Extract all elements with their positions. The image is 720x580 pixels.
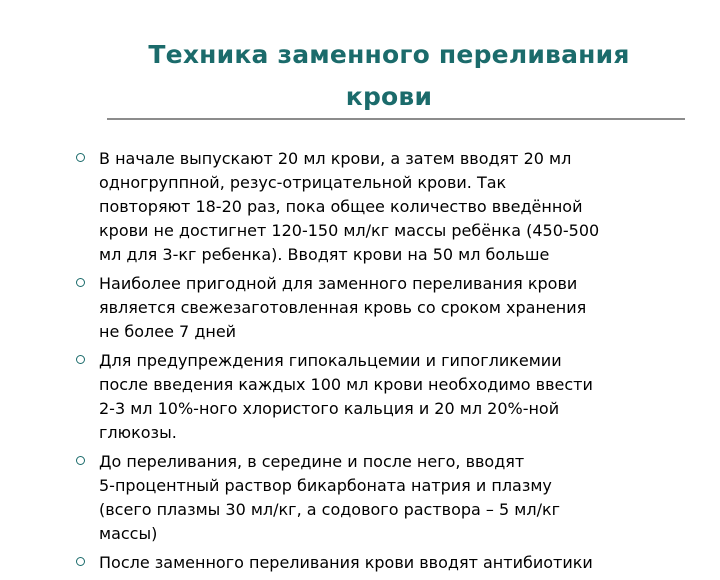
list-item-text: После заменного переливания крови вводят антибиотики [99,553,593,572]
bullet-list [76,147,716,580]
list-item [76,551,716,575]
list-item-text: Для предупреждения гипокальцемии и гипогликемии после введения каждых 100 мл крови необходимо ввести 2-3 мл 10%-ного хлористого кальция и 20 мл 20%-ной глюкозы. [99,351,593,442]
list-item [76,450,716,546]
slide-title: Техника заменного переливания крови [148,40,630,111]
hollow-circle-icon [76,456,85,465]
title-divider [107,118,685,120]
list-item-text: Наиболее пригодной для заменного переливания крови является свежезаготовленная кровь со сроком хранения не более 7 дней [99,274,587,341]
list-item-text: До переливания, в середине и после него, вводят 5-процентный раствор бикарбоната натрия и плазму (всего плазмы 30 мл/кг, а содового раствора – 5 мл/кг массы) [99,452,561,543]
hollow-circle-icon [76,557,85,566]
list-item-text: В начале выпускают 20 мл крови, а затем вводят 20 мл одногруппной, резус-отрицательной крови. Так повторяют 18-20 раз, пока общее количество введённой крови не достигнет 120-150 мл/кг массы ребёнка (450-500 мл для 3-кг ребенка). Вводят крови на 50 мл больше [99,149,600,264]
list-item [76,272,716,344]
list-item [76,147,716,267]
hollow-circle-icon [76,355,85,364]
hollow-circle-icon [76,153,85,162]
list-item [76,349,716,445]
hollow-circle-icon [76,278,85,287]
